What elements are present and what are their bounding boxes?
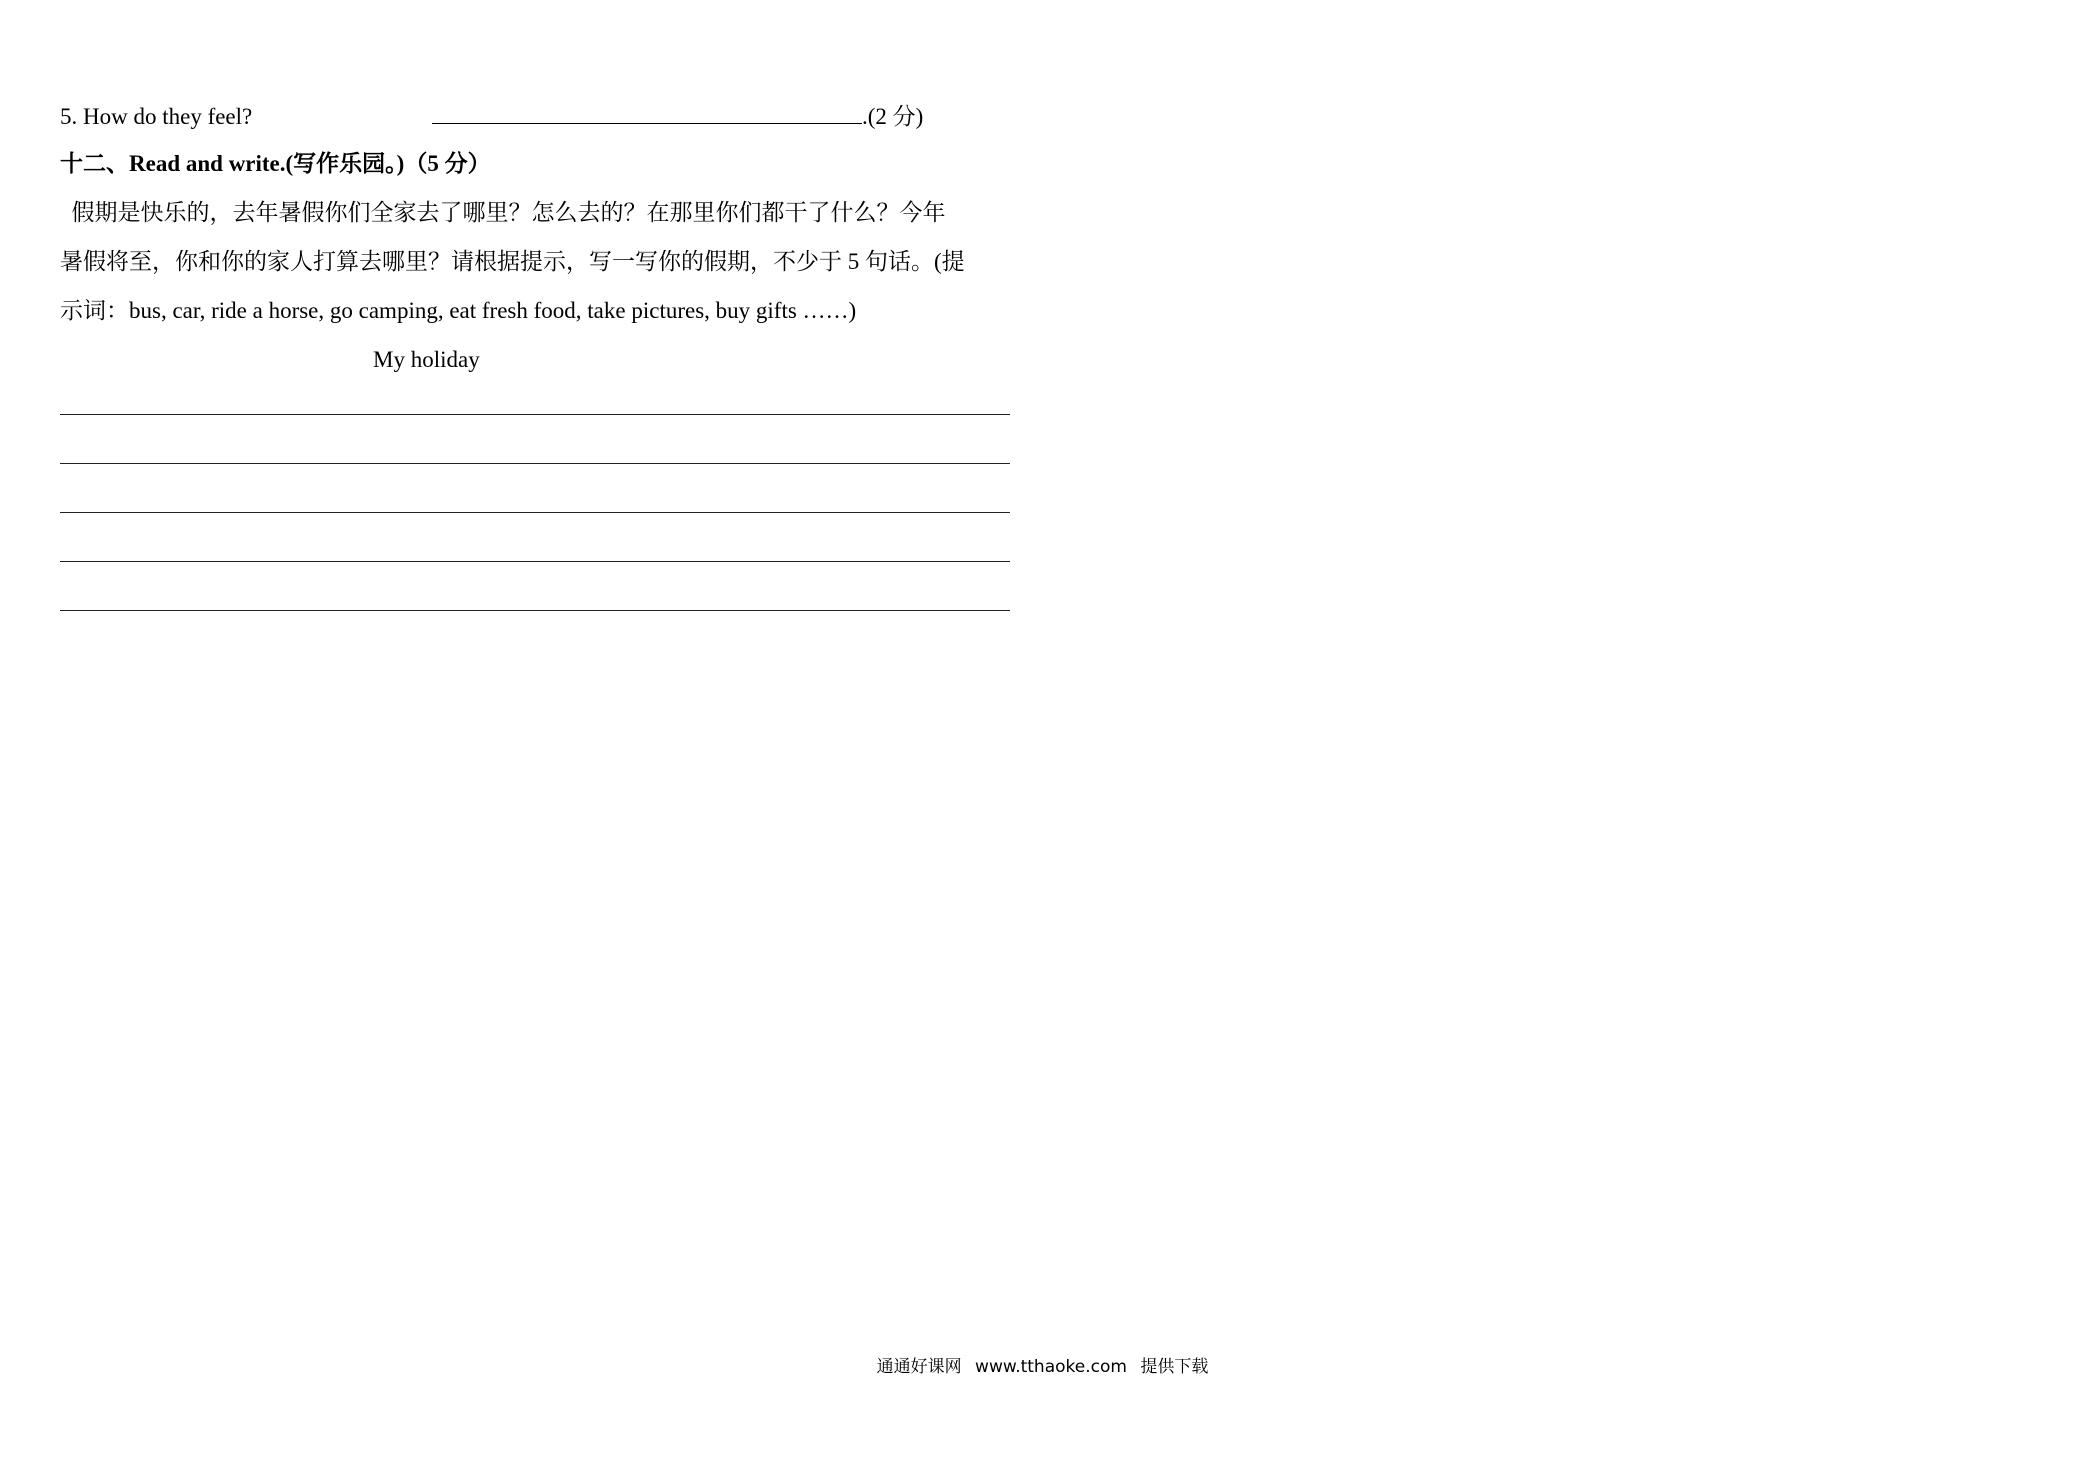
writing-line-4[interactable] bbox=[60, 561, 1010, 562]
instruction-line-2: 暑假将至，你和你的家人打算去哪里？请根据提示，写一写你的假期，不少于 5 句话。(提 bbox=[60, 249, 965, 274]
writing-line-3[interactable] bbox=[60, 512, 1010, 513]
writing-line-5[interactable] bbox=[60, 610, 1010, 611]
footer-url[interactable]: www.tthaoke.com bbox=[975, 1357, 1127, 1377]
question-5 bbox=[60, 101, 923, 132]
page-footer bbox=[0, 1355, 2085, 1379]
instruction-line-3: 示词：bus, car, ride a horse, go camping, eat fresh food, take pictures, buy gifts ……) bbox=[60, 298, 857, 323]
instruction-line-1: 假期是快乐的，去年暑假你们全家去了哪里？怎么去的？在那里你们都干了什么？今年 bbox=[60, 200, 946, 225]
footer-site-name: 通通好课网 bbox=[876, 1357, 962, 1377]
footer-suffix: 提供下载 bbox=[1140, 1357, 1209, 1377]
writing-line-1[interactable] bbox=[60, 414, 1010, 415]
question-5-label: 5. How do they feel? bbox=[60, 104, 253, 129]
writing-line-2[interactable] bbox=[60, 463, 1010, 464]
section-heading: 十二、Read and write.(写作乐园。)（5 分） bbox=[60, 151, 491, 176]
question-5-score: .(2 分) bbox=[862, 104, 924, 129]
question-5-answer-blank[interactable] bbox=[432, 101, 862, 124]
essay-title: My holiday bbox=[373, 347, 480, 372]
